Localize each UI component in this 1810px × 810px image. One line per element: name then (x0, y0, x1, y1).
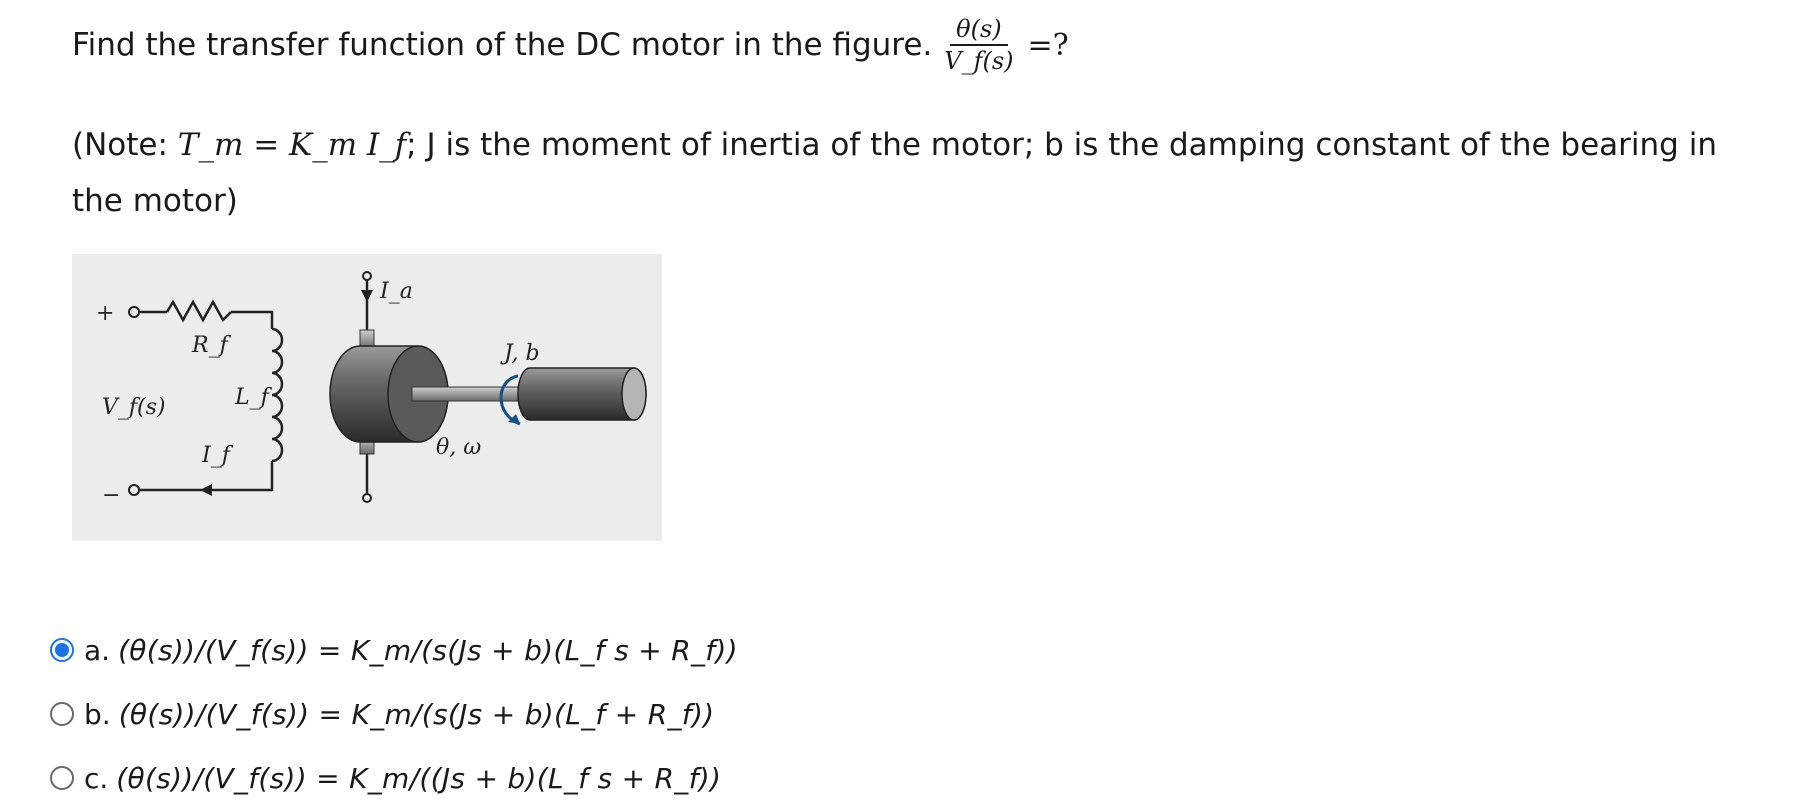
label-theta-omega: θ, ω (436, 435, 482, 460)
answer-options (50, 618, 738, 810)
option-c-text: (θ(s))/(V_f(s)) = K_m/((Js + b)(L_f s + R_f)) (116, 761, 722, 795)
motor-diagram (72, 254, 662, 541)
option-a-text: (θ(s))/(V_f(s)) = K_m/(s(Js + b)(L_f s + R_f)) (118, 633, 738, 667)
option-b[interactable] (50, 682, 738, 746)
option-b-letter: b. (84, 697, 111, 731)
label-vf: V_f(s) (102, 395, 166, 420)
note-equation: T_m = K_m I_f (177, 127, 407, 163)
note-open: (Note: (72, 127, 178, 163)
label-rf: R_f (192, 333, 228, 358)
transfer-function-fraction (938, 14, 1019, 76)
question-line (72, 14, 1772, 76)
load-face (622, 368, 646, 420)
option-c-letter: c. (84, 761, 109, 795)
motor-shaft (412, 387, 530, 401)
fraction-numerator: θ(s) (950, 14, 1008, 46)
label-jb: J, b (504, 341, 540, 366)
question-equals: =? (1027, 27, 1069, 63)
option-c-radio[interactable] (50, 766, 74, 790)
option-a[interactable] (50, 618, 738, 682)
dc-motor-figure (72, 254, 662, 541)
label-lf: L_f (235, 385, 269, 410)
label-plus: + (96, 301, 115, 326)
note (72, 117, 1772, 229)
label-ia: I_a (380, 279, 413, 304)
option-a-letter: a. (84, 633, 111, 667)
note-rest: ; J is the moment of inertia of the motor; b is the damping constant of the bearing in the motor) (72, 127, 1717, 219)
question-prompt: Find the transfer function of the DC motor in the figure. (72, 26, 933, 63)
option-c[interactable] (50, 746, 738, 810)
label-minus: − (102, 483, 121, 508)
option-b-text: (θ(s))/(V_f(s)) = K_m/(s(Js + b)(L_f + R_f)) (118, 697, 715, 731)
label-if: I_f (202, 443, 230, 468)
option-b-radio[interactable] (50, 702, 74, 726)
question (72, 14, 1772, 76)
fraction-denominator: V_f(s) (944, 47, 1014, 75)
option-a-radio[interactable] (50, 638, 74, 662)
